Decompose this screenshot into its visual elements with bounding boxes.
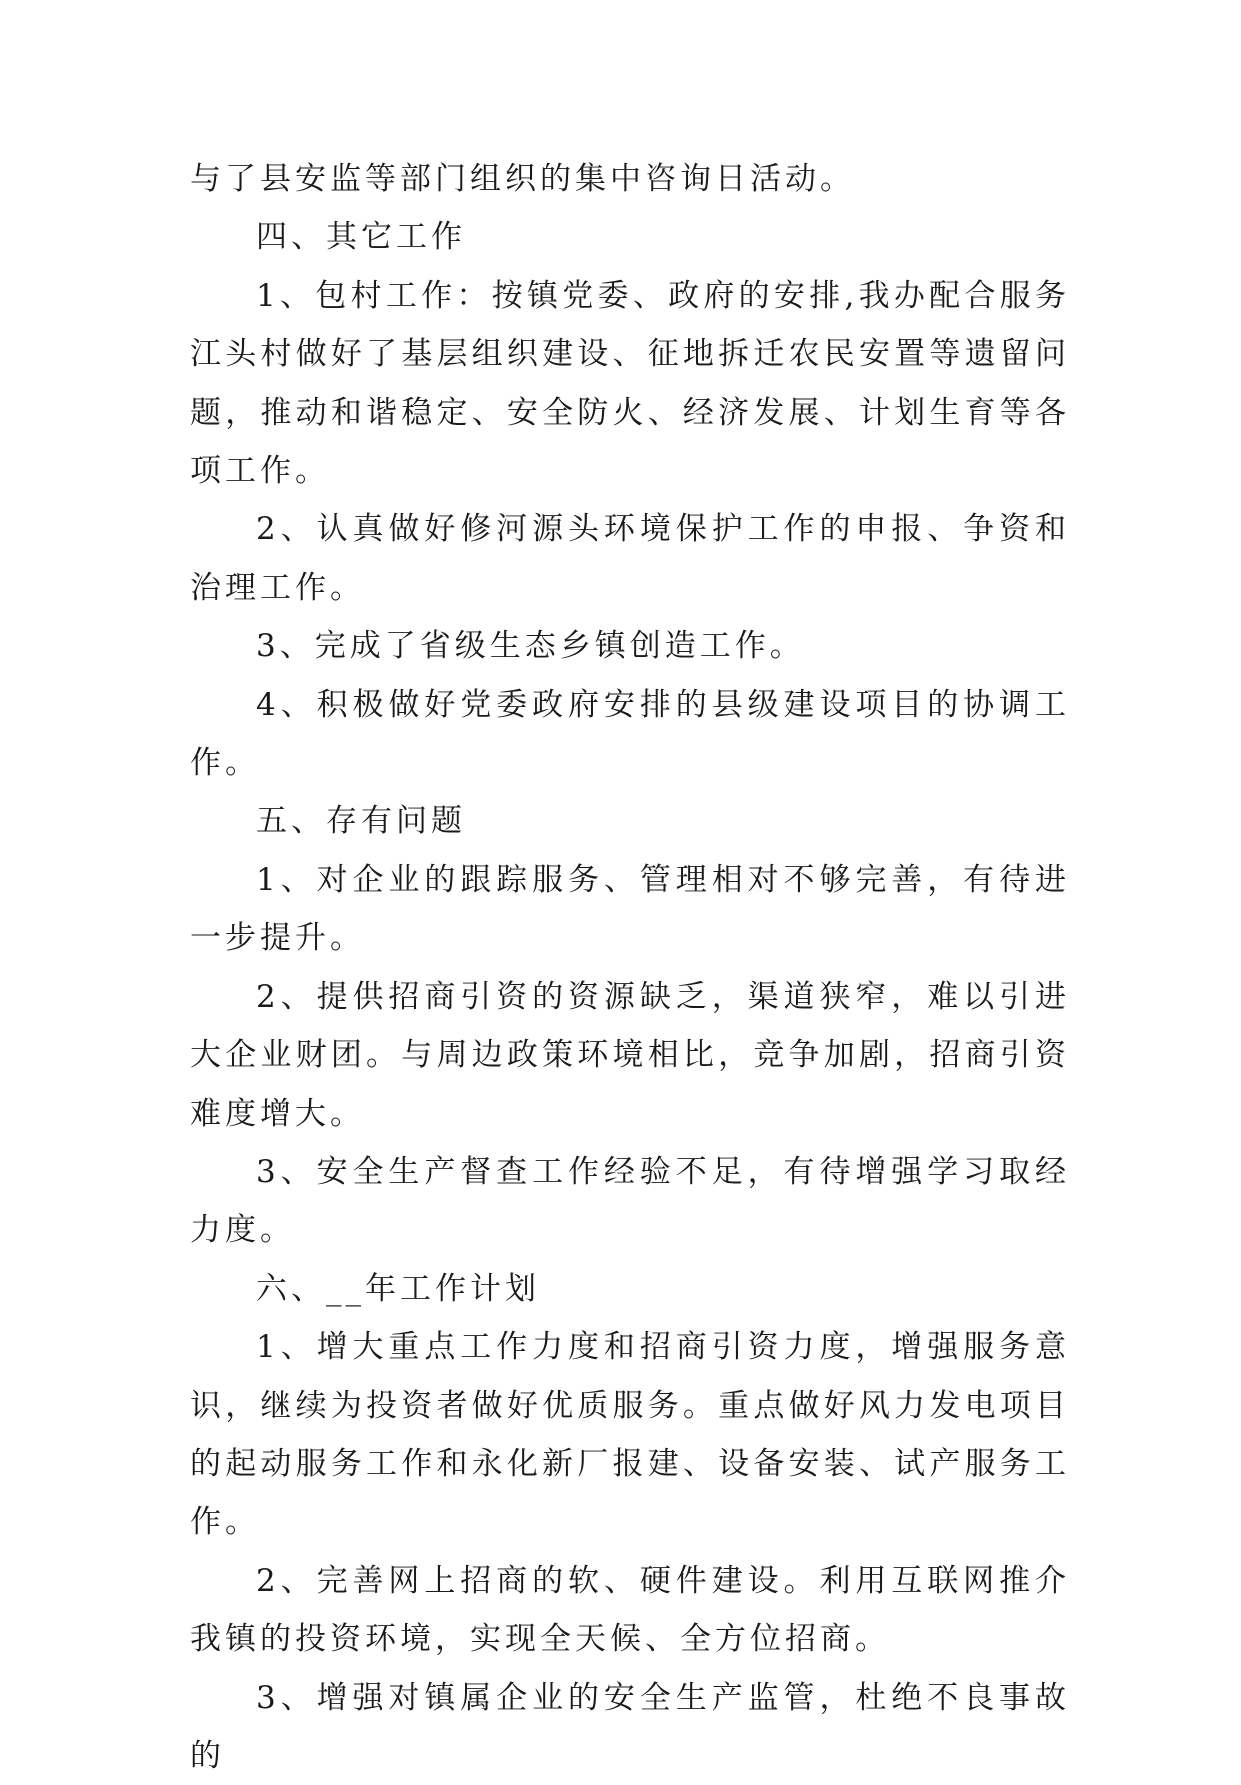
paragraph-problem-1: 1、对企业的跟踪服务、管理相对不够完善，有待进一步提升。: [190, 861, 1070, 957]
section-heading-work-plan: 六、__年工作计划: [256, 1270, 540, 1307]
section-heading-problems: 五、存有问题: [256, 803, 466, 840]
paragraph-river-protection: 2、认真做好修河源头环境保护工作的申报、争资和治理工作。: [190, 511, 1070, 606]
paragraph-village-work: 1、包村工作：按镇党委、政府的安排,我办配合服务江头村做好了基层组织建设、征地拆迁农民安置等遗留问题，推动和谐稳定、安全防火、经济发展、计划生育等各项工作。: [190, 277, 1070, 490]
paragraph-county-projects: 4、积极做好党委政府安排的县级建设项目的协调工作。: [190, 686, 1070, 782]
section-heading-other-work: 四、其它工作: [256, 219, 466, 256]
paragraph-problem-2: 2、提供招商引资的资源缺乏，渠道狭窄，难以引进大企业财团。与周边政策环境相比，竞争加剧，招商引资难度增大。: [190, 978, 1070, 1132]
paragraph-eco-town: 3、完成了省级生态乡镇创造工作。: [256, 628, 805, 665]
paragraph-continuation: 与了县安监等部门组织的集中咨询日活动。: [190, 161, 855, 197]
paragraph-problem-3: 3、安全生产督查工作经验不足，有待增强学习取经力度。: [190, 1153, 1070, 1249]
paragraph-plan-1: 1、增大重点工作力度和招商引资力度，增强服务意识，继续为投资者做好优质服务。重点做好风力发电项目的起动服务工作和永化新厂报建、设备安装、试产服务工作。: [190, 1329, 1070, 1541]
paragraph-plan-2: 2、完善网上招商的软、硬件建设。利用互联网推介我镇的投资环境，实现全天候、全方位招商。: [190, 1562, 1070, 1658]
document-page: [190, 150, 1070, 1785]
paragraph-plan-3: 3、增强对镇属企业的安全生产监管，杜绝不良事故的: [190, 1679, 1070, 1774]
